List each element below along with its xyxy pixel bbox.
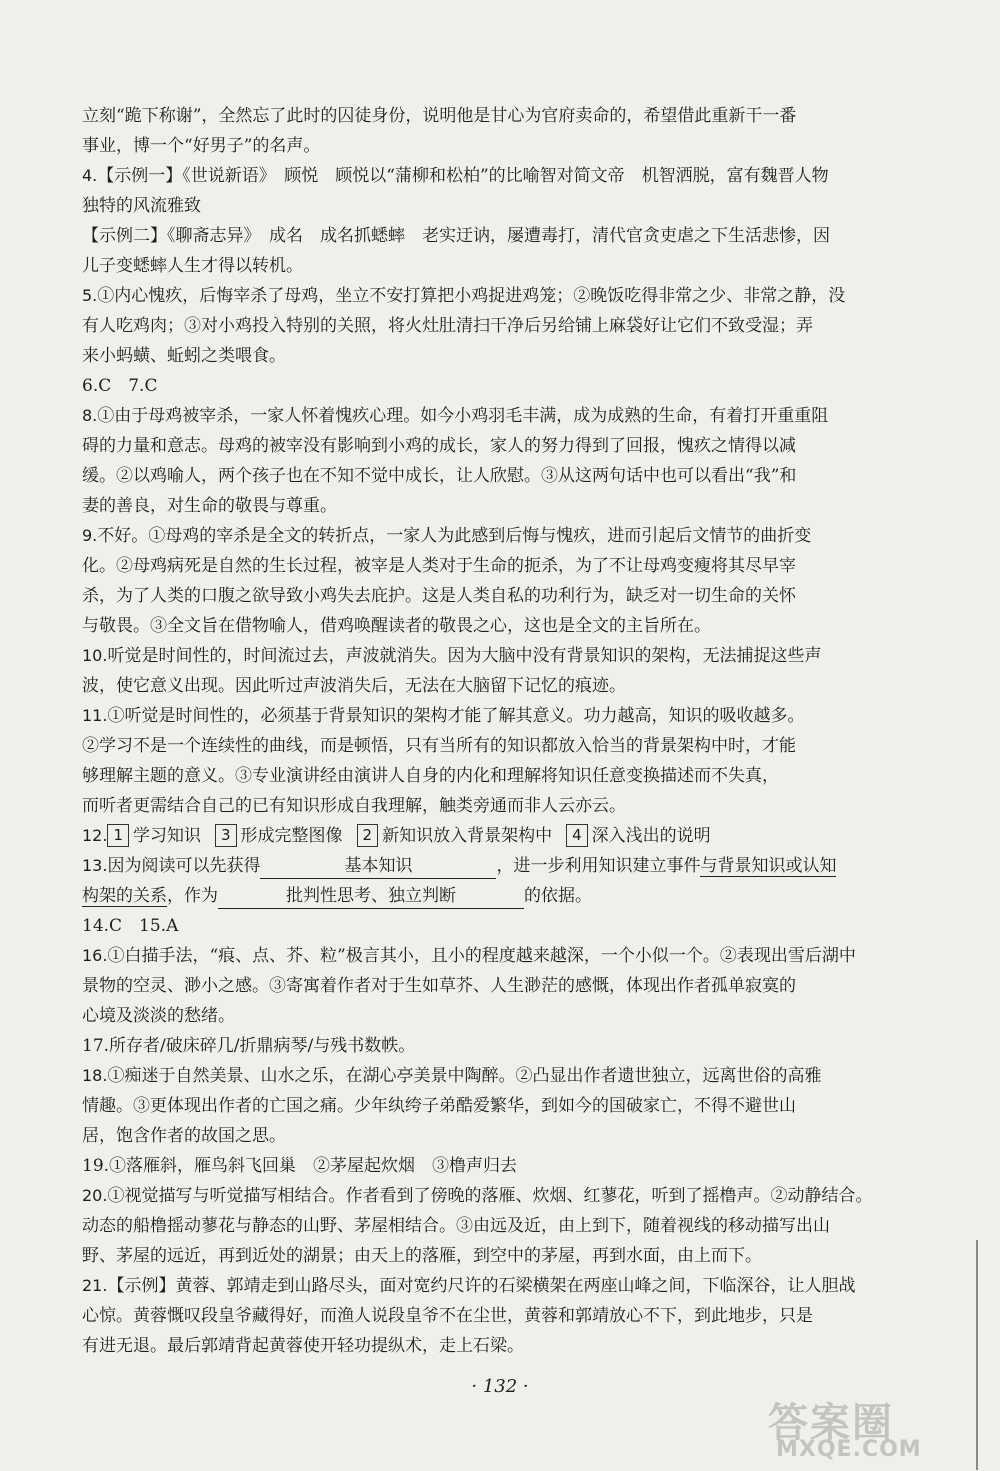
text-line: 有进无退。最后郭靖背起黄蓉使开轻功提纵术，走上石梁。 — [82, 1336, 524, 1356]
text-line: 够理解主题的意义。③专业演讲经由演讲人自身的内化和理解将知识任意变换描述而不失真， — [82, 766, 779, 786]
text-line: 波，使它意义出现。因此听过声波消失后，无法在大脑留下记忆的痕迹。 — [82, 676, 626, 696]
text-line: 居，饱含作者的故国之思。 — [82, 1126, 286, 1146]
text-line: 与敬畏。③全文旨在借物喻人，借鸡唤醒读者的敬畏之心，这也是全文的主旨所在。 — [82, 616, 711, 636]
answer-17: 17.所存者/破床碎几/折鼎病琴/与残书数帙。 — [82, 1036, 416, 1056]
order-box: 1 — [107, 824, 129, 847]
text-line: 碍的力量和意志。母鸡的被宰没有影响到小鸡的成长，家人的努力得到了回报，愧疚之情得以减 — [82, 436, 796, 456]
answer-16 — [82, 941, 912, 971]
question-number: 9. — [82, 526, 98, 545]
text-segment: 的依据。 — [524, 886, 592, 906]
text-line: ①由于母鸡被宰杀，一家人怀着愧疚心理。如今小鸡羽毛丰满，成为成熟的生命，有着打开重重阻 — [97, 406, 829, 426]
answer-8 — [82, 401, 912, 431]
text-line: ①视觉描写与听觉描写相结合。作者看到了傍晚的落雁、炊烟、红蓼花，听到了摇橹声。②动静结合。 — [107, 1186, 873, 1206]
text-line: 【示例二】《聊斋志异》 成名 成名抓蟋蟀 老实迂讷，屡遭毒打，清代官贪吏虐之下生活悲惨，因 — [82, 226, 830, 246]
answer-11 — [82, 701, 912, 731]
text-line: 有人吃鸡肉；③对小鸡投入特别的关照，将火灶肚清扫干净后另给铺上麻袋好让它们不致受湿；弄 — [82, 316, 813, 336]
text-line: 动态的船橹摇动蓼花与静态的山野、茅屋相结合。③由远及近，由上到下，随着视线的移动描写出山 — [82, 1216, 830, 1236]
answer-14-15: 14.C 15.A — [82, 916, 179, 936]
text-line: 而听者更需结合自己的已有知识形成自我理解，触类旁通而非人云亦云。 — [82, 796, 626, 816]
text-line: 心境及淡淡的愁绪。 — [82, 1006, 235, 1026]
text-line: 缓。②以鸡喻人，两个孩子也在不知不觉中成长，让人欣慰。③从这两句话中也可以看出“我”和 — [82, 466, 797, 486]
underlined-answer: 与背景知识或认知 — [700, 856, 837, 876]
answer-6-7: 6.C 7.C — [82, 376, 158, 396]
answer-13-cont — [82, 881, 912, 911]
answer-18 — [82, 1061, 912, 1091]
question-number: 21. — [82, 1276, 108, 1295]
question-number: 16. — [82, 946, 108, 965]
answer-4 — [82, 161, 912, 191]
order-text: 深入浅出的说明 — [591, 826, 711, 846]
question-number: 8. — [82, 406, 98, 425]
text-line: 儿子变蟋蟀人生才得以转机。 — [82, 256, 303, 276]
text-line: ②学习不是一个连续性的曲线，而是顿悟，只有当所有的知识都放入恰当的背景架构中时，才能 — [82, 736, 796, 756]
text-line: 【示例】黄蓉、郭靖走到山路尽头，面对宽约尺许的石梁横架在两座山峰之间，下临深谷，让人胆战 — [107, 1276, 856, 1296]
text-segment: ，进一步利用知识建立事件 — [496, 856, 701, 876]
text-segment: ，作为 — [167, 886, 218, 906]
text-line: 不好。①母鸡的宰杀是全文的转折点，一家人为此感到后悔与愧疚，进而引起后文情节的曲折变 — [97, 526, 812, 546]
text-segment: 因为阅读可以先获得 — [107, 856, 261, 876]
answer-20 — [82, 1181, 912, 1211]
text-line: 化。②母鸡病死是自然的生长过程，被宰是人类对于生命的扼杀，为了不让母鸡变瘦将其尽早宰 — [82, 556, 796, 576]
answer-21 — [82, 1271, 912, 1301]
question-number: 10. — [82, 646, 108, 665]
text-line: 立刻“跪下称谢”，全然忘了此时的囚徒身份，说明他是甘心为官府卖命的，希望借此重新干一番 — [82, 106, 797, 126]
text-line: 来小蚂蟥、蚯蚓之类喂食。 — [82, 346, 286, 366]
answer-10 — [82, 641, 912, 671]
text-line: 事业，博一个“好男子”的名声。 — [82, 136, 321, 156]
answer-12 — [82, 821, 912, 851]
watermark-text: 答案圈 — [768, 1400, 894, 1446]
watermark-logo — [768, 1391, 978, 1461]
text-line: 景物的空灵、渺小之感。③寄寓着作者对于生如草芥、人生渺茫的感慨，体现出作者孤单寂寞的 — [82, 976, 796, 996]
underlined-answer: 构架的关系 — [82, 886, 167, 906]
text-line: ①听觉是时间性的，必须基于背景知识的架构才能了解其意义。功力越高，知识的吸收越多。 — [107, 706, 805, 726]
order-box: 4 — [566, 824, 588, 847]
answer-13 — [82, 851, 912, 881]
question-number: 20. — [82, 1186, 108, 1205]
text-line: 杀，为了人类的口腹之欲导致小鸡失去庇护。这是人类自私的功利行为，缺乏对一切生命的关怀 — [82, 586, 796, 606]
page-number: · 132 · — [471, 1376, 529, 1397]
order-text: 学习知识 — [133, 826, 201, 846]
order-text: 新知识放入背景架构中 — [382, 826, 553, 846]
text-line: 听觉是时间性的，时间流过去，声波就消失。因为大脑中没有背景知识的架构，无法捕捉这些声 — [107, 646, 822, 666]
answer-9 — [82, 521, 912, 551]
watermark-url: MXQE.COM — [776, 1437, 922, 1462]
question-number: 5. — [82, 286, 98, 305]
question-number: 12. — [82, 826, 108, 845]
answer-19: 19.①落雁斜，雁鸟斜飞回巢 ②茅屋起炊烟 ③橹声归去 — [82, 1156, 518, 1176]
answer-5 — [82, 281, 912, 311]
question-number: 13. — [82, 856, 108, 875]
text-line: 心惊。黄蓉慨叹段皇爷藏得好，而渔人说段皇爷不在尘世，黄蓉和郭靖放心不下，到此地步，只是 — [82, 1306, 813, 1326]
text-line: 【示例一】《世说新语》 顾悦 顾悦以“蒲柳和松柏”的比喻智对简文帝 机智洒脱，富有魏晋人物 — [97, 166, 829, 186]
text-line: 野、茅屋的远近，再到近处的湖景；由天上的落雁，到空中的茅屋，再到水面，由上而下。 — [82, 1246, 762, 1266]
answer-content — [82, 101, 912, 1361]
order-text: 形成完整图像 — [240, 826, 343, 846]
question-number: 11. — [82, 706, 108, 725]
fill-blank: 批判性思考、独立判断 — [218, 884, 524, 909]
question-number: 4. — [82, 166, 98, 185]
order-box: 2 — [357, 824, 379, 847]
text-line: 情趣。③更体现出作者的亡国之痛。少年纨绔子弟酷爱繁华，到如今的国破家亡，不得不避世山 — [82, 1096, 796, 1116]
text-line: ①白描手法，“痕、点、芥、粒”极言其小，且小的程度越来越深，一个小似一个。②表现出雪后湖中 — [107, 946, 856, 966]
text-line: ①痴迷于自然美景、山水之乐，在湖心亭美景中陶醉。②凸显出作者遗世独立，远离世俗的高雅 — [107, 1066, 822, 1086]
order-box: 3 — [215, 824, 237, 847]
text-line: 妻的善良，对生命的敬畏与尊重。 — [82, 496, 337, 516]
text-line: ①内心愧疚，后悔宰杀了母鸡，坐立不安打算把小鸡捉进鸡笼；②晚饭吃得非常之少、非常之静，没 — [97, 286, 846, 306]
fill-blank: 基本知识 — [260, 854, 496, 879]
text-line: 独特的风流雅致 — [82, 196, 201, 216]
question-number: 18. — [82, 1066, 108, 1085]
